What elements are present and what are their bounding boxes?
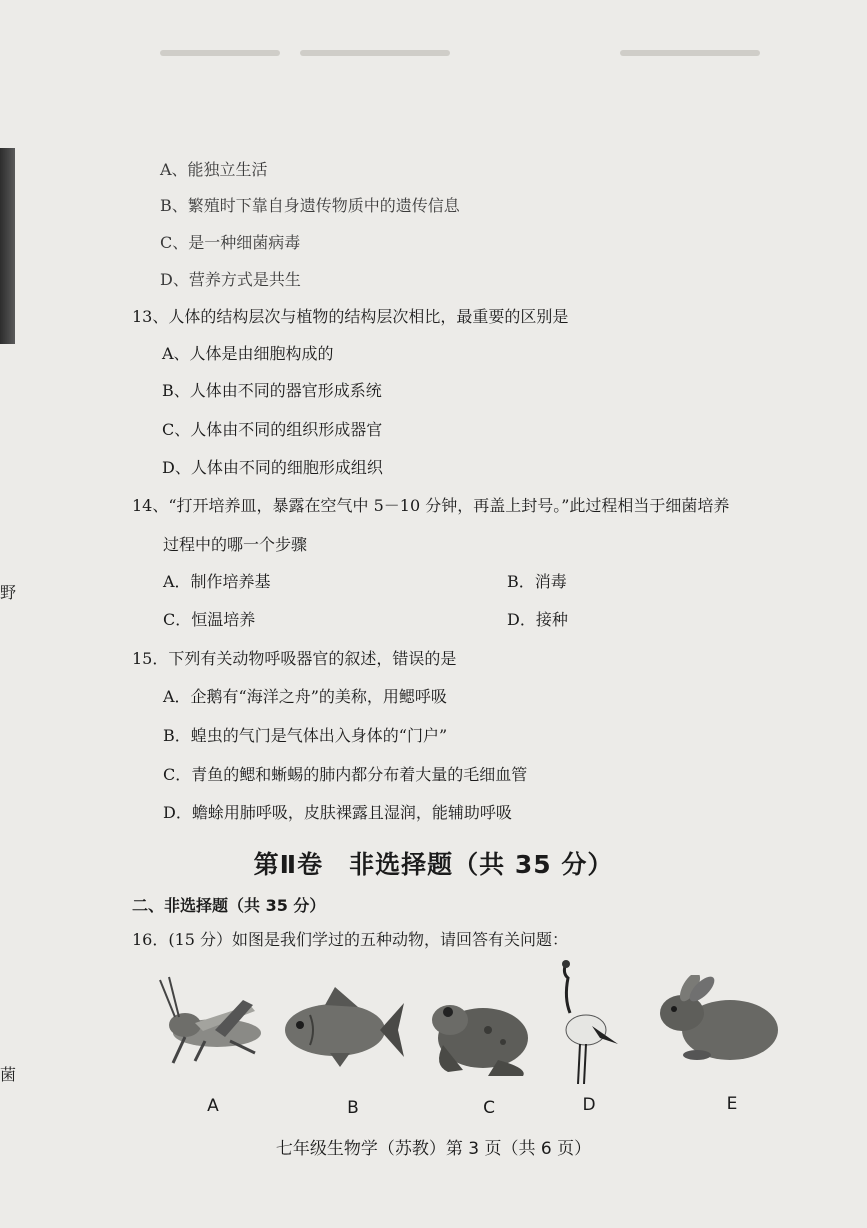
frog-icon <box>428 990 533 1080</box>
q14-option-a: A．制作培养基 <box>163 572 271 591</box>
part-two-title: 第Ⅱ卷 非选择题（共 35 分） <box>253 850 614 879</box>
q13-option-d: D、人体由不同的细胞形成组织 <box>162 458 383 477</box>
edge-char: 野 <box>0 583 17 602</box>
q12-option-c: C、是一种细菌病毒 <box>160 233 301 252</box>
q15-option-b: B．蝗虫的气门是气体出入身体的“门户” <box>163 726 448 745</box>
q14-stem: 14、“打开培养皿，暴露在空气中 5－10 分钟，再盖上封号。”此过程相当于细菌培养 <box>132 496 730 515</box>
section-heading: 二、非选择题（共 35 分） <box>132 896 326 915</box>
q12-option-d: D、营养方式是共生 <box>160 270 301 289</box>
q15-stem: 15．下列有关动物呼吸器官的叙述，错误的是 <box>132 649 457 668</box>
rabbit-icon <box>652 975 782 1065</box>
q16-stem: 16．(15 分）如图是我们学过的五种动物，请回答有关问题： <box>132 930 569 949</box>
scan-smudge <box>160 50 280 56</box>
q13-option-a: A、人体是由细胞构成的 <box>162 344 334 363</box>
q15-option-a: A．企鹅有“海洋之舟”的美称，用鳃呼吸 <box>163 687 447 706</box>
animal-label-b: B <box>347 1098 359 1118</box>
scan-smudge <box>300 50 450 56</box>
animal-label-d: D <box>582 1095 596 1115</box>
q14-option-b: B．消毒 <box>507 572 567 591</box>
q13-stem: 13、人体的结构层次与植物的结构层次相比，最重要的区别是 <box>132 307 569 326</box>
q13-option-c: C、人体由不同的组织形成器官 <box>162 420 383 439</box>
animal-label-c: C <box>483 1098 495 1118</box>
grasshopper-icon <box>155 975 270 1070</box>
q13-option-b: B、人体由不同的器官形成系统 <box>162 381 382 400</box>
fish-icon <box>280 985 405 1070</box>
q12-option-b: B、繁殖时下靠自身遗传物质中的遗传信息 <box>160 196 460 215</box>
animal-label-a: A <box>207 1096 219 1116</box>
crane-icon <box>552 958 622 1088</box>
q15-option-c: C．青鱼的鳃和蜥蜴的肺内都分布着大量的毛细血管 <box>163 765 528 784</box>
q14-option-c: C．恒温培养 <box>163 610 256 629</box>
q15-option-d: D．蟾蜍用肺呼吸，皮肤裸露且湿润，能辅助呼吸 <box>163 803 512 822</box>
scan-edge-strip <box>0 148 15 344</box>
q14-option-d: D．接种 <box>507 610 568 629</box>
q14-stem-cont: 过程中的哪一个步骤 <box>163 535 308 554</box>
animal-label-e: E <box>726 1094 738 1114</box>
page-footer: 七年级生物学（苏教）第 3 页（共 6 页） <box>275 1139 592 1159</box>
q12-option-a: A、能独立生活 <box>160 160 268 179</box>
scan-smudge <box>620 50 760 56</box>
edge-char: 菌 <box>0 1065 17 1084</box>
